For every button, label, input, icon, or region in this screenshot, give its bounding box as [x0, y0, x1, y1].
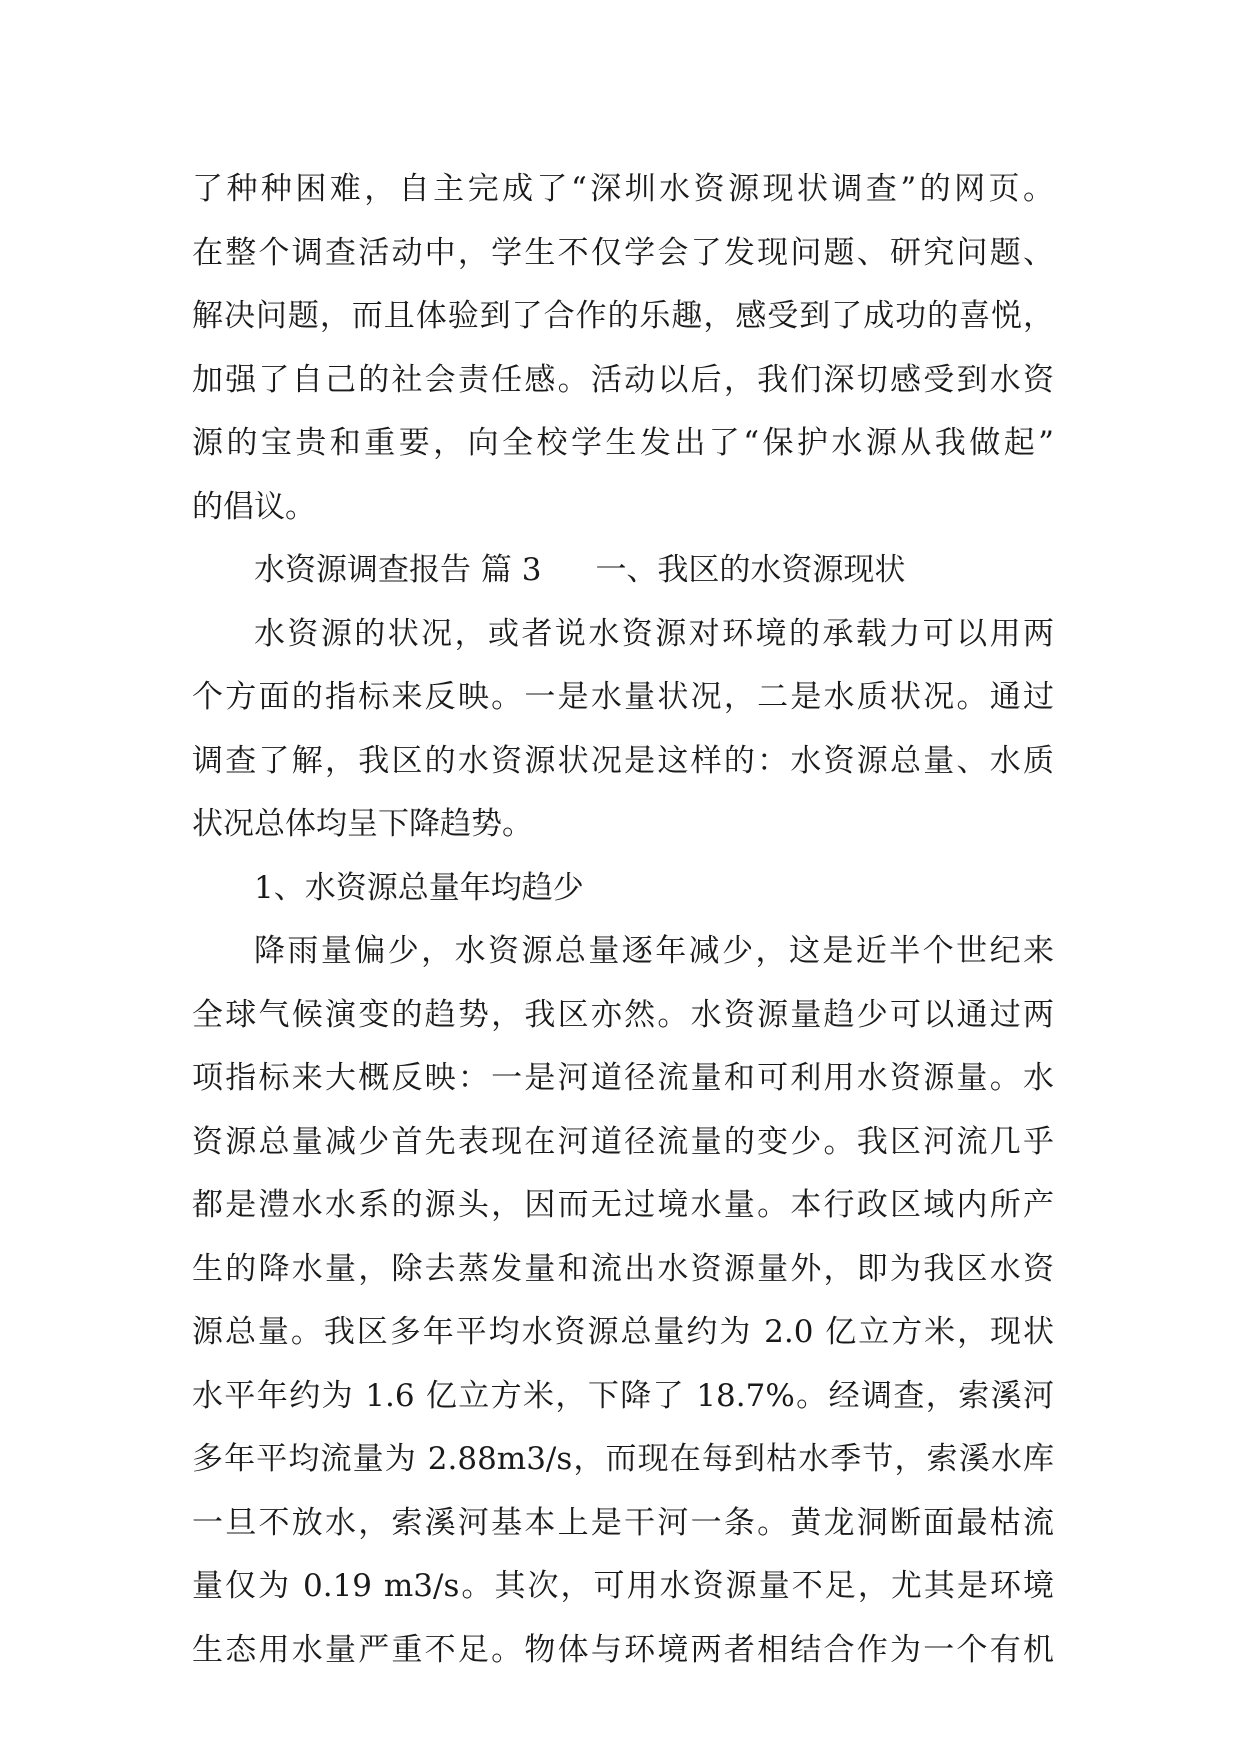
- paragraph-line: 水平年约为 1.6 亿立方米，下降了 18.7%。经调查，索溪河: [192, 1377, 1054, 1414]
- paragraph-line: 量仅为 0.19 m3/s。其次，可用水资源量不足，尤其是环境: [192, 1568, 1054, 1604]
- paragraph-line: 项指标来大概反映：一是河道径流量和可利用水资源量。水: [192, 1060, 1054, 1096]
- subsection-heading: 1、水资源总量年均趋少: [254, 869, 584, 906]
- paragraph-line: 资源总量减少首先表现在河道径流量的变少。我区河流几乎: [192, 1123, 1054, 1160]
- paragraph-line: 源总量。我区多年平均水资源总量约为 2.0 亿立方米，现状: [192, 1314, 1054, 1350]
- paragraph-line: 源的宝贵和重要，向全校学生发出了“保护水源从我做起”: [192, 425, 1054, 461]
- paragraph-line: 调查了解，我区的水资源状况是这样的：水资源总量、水质: [192, 742, 1054, 779]
- paragraph-line: 加强了自己的社会责任感。活动以后，我们深切感受到水资: [192, 361, 1054, 398]
- paragraph-line: 一旦不放水，索溪河基本上是干河一条。黄龙洞断面最枯流: [192, 1504, 1054, 1541]
- paragraph-line: 个方面的指标来反映。一是水量状况，二是水质状况。通过: [192, 679, 1054, 715]
- paragraph-line: 在整个调查活动中，学生不仅学会了发现问题、研究问题、: [192, 234, 1054, 271]
- paragraph-line: 解决问题，而且体验到了合作的乐趣，感受到了成功的喜悦，: [192, 298, 1054, 334]
- paragraph-line: 水资源的状况，或者说水资源对环境的承载力可以用两: [254, 615, 1054, 652]
- paragraph-line: 生的降水量，除去蒸发量和流出水资源量外，即为我区水资: [192, 1250, 1054, 1287]
- paragraph-line: 了种种困难，自主完成了“深圳水资源现状调查”的网页。: [192, 171, 1054, 207]
- document-page: [192, 158, 1054, 1682]
- paragraph-line: 都是澧水水系的源头，因而无过境水量。本行政区域内所产: [192, 1187, 1054, 1223]
- section-heading: 一、我区的水资源现状: [595, 552, 906, 588]
- paragraph-line: 生态用水量严重不足。物体与环境两者相结合作为一个有机: [192, 1631, 1054, 1668]
- section-heading-line: [192, 539, 1054, 603]
- paragraph-line: 状况总体均呈下降趋势。: [192, 806, 533, 842]
- paragraph-line: 全球气候演变的趋势，我区亦然。水资源量趋少可以通过两: [192, 996, 1054, 1033]
- paragraph-line: 多年平均流量为 2.88m3/s，而现在每到枯水季节，索溪水库: [192, 1441, 1054, 1477]
- paragraph-line: 的倡议。: [192, 488, 316, 525]
- paragraph-line: 降雨量偏少，水资源总量逐年减少，这是近半个世纪来: [254, 933, 1054, 969]
- article-title: 水资源调查报告 篇 3: [254, 552, 542, 588]
